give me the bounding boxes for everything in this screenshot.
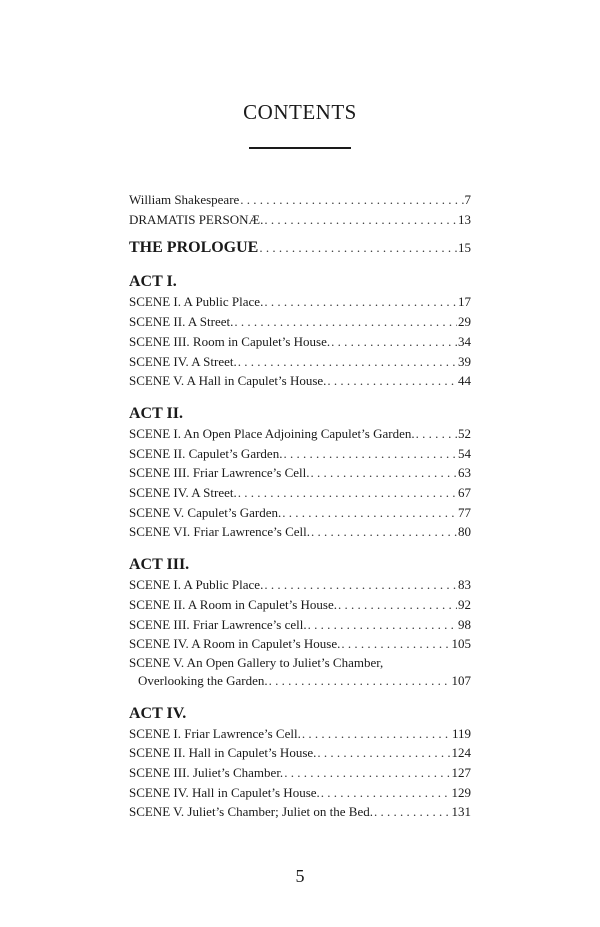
toc-entry-label: SCENE I. A Public Place. bbox=[129, 577, 264, 593]
dot-leader bbox=[240, 190, 463, 210]
page-title: CONTENTS bbox=[243, 100, 357, 124]
dot-leader bbox=[283, 444, 457, 464]
act-section bbox=[129, 404, 471, 542]
toc-entry-scene[interactable] bbox=[129, 292, 471, 312]
toc-entry-label: SCENE VI. Friar Lawrence’s Cell. bbox=[129, 524, 310, 540]
toc-entry-label: SCENE IV. Hall in Capulet’s House. bbox=[129, 784, 320, 800]
act-section bbox=[129, 272, 471, 391]
toc-entry-page: 77 bbox=[458, 504, 471, 520]
toc-entry-label: SCENE IV. A Room in Capulet’s House. bbox=[129, 636, 341, 652]
dot-leader bbox=[264, 575, 457, 595]
title-divider bbox=[249, 147, 351, 149]
toc-entry-scene[interactable] bbox=[129, 312, 471, 332]
toc-entry-scene[interactable] bbox=[129, 634, 471, 654]
act-section bbox=[129, 555, 471, 691]
toc-entry-label: SCENE I. A Public Place. bbox=[129, 294, 264, 310]
dot-leader bbox=[238, 352, 457, 372]
toc-entry-prologue[interactable] bbox=[129, 237, 471, 259]
dot-leader bbox=[338, 595, 457, 615]
toc-entry-page: 67 bbox=[458, 485, 471, 501]
toc-entry-page: 7 bbox=[464, 192, 471, 207]
toc-entry-label: SCENE II. A Room in Capulet’s House. bbox=[129, 596, 337, 612]
toc-entry-label: SCENE II. A Street. bbox=[129, 314, 234, 330]
dot-leader bbox=[234, 312, 457, 332]
toc-entry-page: 15 bbox=[458, 240, 471, 256]
toc-entry-page: 105 bbox=[451, 636, 471, 652]
toc-entry-scene[interactable] bbox=[129, 424, 471, 444]
toc-entry-label: SCENE I. An Open Place Adjoining Capulet’s Garden. bbox=[129, 425, 415, 441]
act-section bbox=[129, 704, 471, 823]
toc-entry-page: 119 bbox=[451, 725, 471, 741]
toc-entry-label: SCENE III. Friar Lawrence’s Cell. bbox=[129, 465, 310, 481]
toc-entry-page: 80 bbox=[458, 524, 471, 540]
act-heading: ACT III. bbox=[129, 556, 190, 574]
toc-entry-label: SCENE III. Room in Capulet’s House. bbox=[129, 333, 331, 349]
toc-entry-page: 98 bbox=[458, 616, 471, 632]
toc-entry-page: 17 bbox=[458, 294, 471, 310]
toc-entry-label: SCENE II. Capulet’s Garden. bbox=[129, 445, 283, 461]
toc-entry-page: 13 bbox=[458, 211, 471, 227]
dot-leader bbox=[374, 802, 451, 822]
dot-leader bbox=[416, 424, 457, 444]
toc-entry-label: SCENE V. Juliet’s Chamber; Juliet on the Bed. bbox=[129, 804, 373, 820]
toc-entry-scene[interactable] bbox=[129, 503, 471, 523]
dot-leader bbox=[308, 615, 457, 635]
toc-entry-scene[interactable] bbox=[129, 463, 471, 483]
act-heading: ACT II. bbox=[129, 404, 183, 422]
dot-leader bbox=[317, 743, 450, 763]
toc-entry-scene[interactable] bbox=[129, 352, 471, 372]
toc-entry-page: 131 bbox=[451, 804, 471, 820]
toc-entry-label: SCENE V. Capulet’s Garden. bbox=[129, 504, 282, 520]
dot-leader bbox=[302, 724, 451, 744]
toc-entry-page: 107 bbox=[451, 672, 471, 688]
toc-entry-label: SCENE V. An Open Gallery to Juliet’s Chamber, bbox=[129, 654, 384, 670]
dot-leader bbox=[321, 783, 451, 803]
toc-entry-scene[interactable] bbox=[129, 724, 471, 744]
toc-entry-scene[interactable] bbox=[129, 522, 471, 542]
toc-entry-scene[interactable] bbox=[129, 595, 471, 615]
toc-entry-scene[interactable] bbox=[129, 802, 471, 822]
dot-leader bbox=[282, 503, 457, 523]
toc-entry-page: 83 bbox=[458, 577, 471, 593]
toc-entry-scene[interactable] bbox=[129, 763, 471, 783]
dot-leader bbox=[331, 332, 457, 352]
toc-entry-label: William Shakespeare bbox=[129, 192, 240, 207]
toc-entry-page: 29 bbox=[458, 314, 471, 330]
toc-entry-page: 92 bbox=[458, 596, 471, 612]
toc-entry-scene[interactable] bbox=[129, 654, 471, 691]
act-heading: ACT IV. bbox=[129, 704, 187, 722]
toc-entry-label: SCENE V. A Hall in Capulet’s House. bbox=[129, 373, 327, 389]
toc-entry-page: 63 bbox=[458, 465, 471, 481]
toc-entry-page: 129 bbox=[451, 784, 471, 800]
toc-entry-label: SCENE III. Juliet’s Chamber. bbox=[129, 765, 284, 781]
dot-leader bbox=[311, 463, 457, 483]
toc-entry-scene[interactable] bbox=[129, 371, 471, 391]
dot-leader bbox=[327, 371, 457, 391]
toc-entry-page: 34 bbox=[458, 333, 471, 349]
toc-entry-author[interactable] bbox=[129, 190, 471, 210]
toc-entry-scene[interactable] bbox=[129, 783, 471, 803]
toc-entry-label-continued: Overlooking the Garden. bbox=[138, 672, 268, 688]
toc-entry-scene[interactable] bbox=[129, 332, 471, 352]
toc-entry-page: 127 bbox=[451, 765, 471, 781]
toc-entry-label: SCENE IV. A Street. bbox=[129, 485, 237, 501]
dot-leader bbox=[264, 210, 457, 230]
toc-entry-scene[interactable] bbox=[129, 743, 471, 763]
toc-entry-page: 52 bbox=[458, 425, 471, 441]
toc-entry-dramatis-personae[interactable] bbox=[129, 210, 471, 230]
toc-entry-label: SCENE II. Hall in Capulet’s House. bbox=[129, 745, 317, 761]
dot-leader bbox=[238, 483, 457, 503]
toc-entry-page: 44 bbox=[458, 373, 471, 389]
dot-leader bbox=[269, 671, 451, 691]
toc-entry-scene[interactable] bbox=[129, 615, 471, 635]
toc-entry-label: THE PROLOGUE bbox=[129, 239, 259, 257]
dot-leader bbox=[264, 292, 457, 312]
toc-entry-page: 124 bbox=[451, 745, 471, 761]
toc-entry-scene[interactable] bbox=[129, 444, 471, 464]
toc-entry-label: SCENE IV. A Street. bbox=[129, 353, 237, 369]
dot-leader bbox=[311, 522, 457, 542]
toc-entry-label: SCENE III. Friar Lawrence’s cell. bbox=[129, 616, 307, 632]
toc-entry-page: 54 bbox=[458, 445, 471, 461]
act-heading: ACT I. bbox=[129, 273, 177, 291]
dot-leader bbox=[341, 634, 450, 654]
toc-entry-continuation bbox=[129, 671, 471, 691]
toc-entry-label: DRAMATIS PERSONÆ. bbox=[129, 211, 264, 227]
page-number: 5 bbox=[295, 866, 305, 886]
dot-leader bbox=[259, 237, 457, 259]
toc-entry-scene[interactable] bbox=[129, 575, 471, 595]
dot-leader bbox=[284, 763, 450, 783]
toc-entry-page: 39 bbox=[458, 353, 471, 369]
toc-entry-label: SCENE I. Friar Lawrence’s Cell. bbox=[129, 725, 301, 741]
table-of-contents bbox=[129, 190, 471, 822]
toc-entry-scene[interactable] bbox=[129, 483, 471, 503]
